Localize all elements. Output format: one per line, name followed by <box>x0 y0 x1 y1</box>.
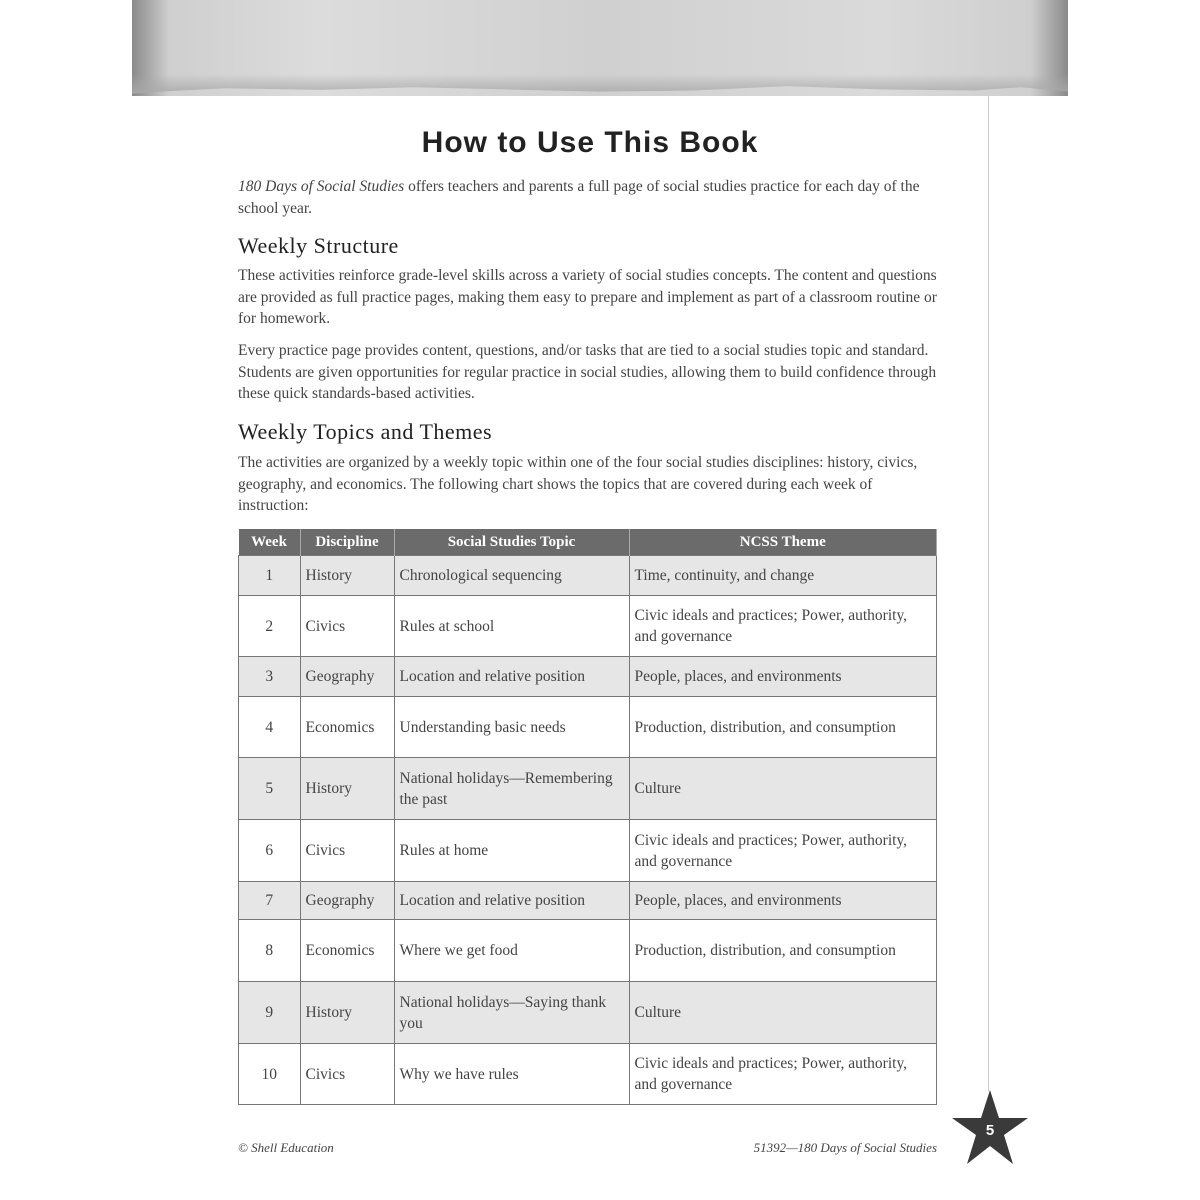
theme-cell: Culture <box>629 982 937 1044</box>
theme-cell: Culture <box>629 758 937 820</box>
week-cell: 3 <box>239 657 301 697</box>
page-title: How to Use This Book <box>421 126 759 159</box>
theme-cell: People, places, and environments <box>629 882 937 920</box>
week-cell: 8 <box>239 920 301 982</box>
theme-cell: Civic ideals and practices; Power, authority, and governance <box>629 596 937 657</box>
discipline-cell: History <box>300 556 394 596</box>
theme-cell: Time, continuity, and change <box>629 556 937 596</box>
week-cell: 4 <box>239 697 301 758</box>
topic-cell: Location and relative position <box>394 657 629 697</box>
topic-cell: Location and relative position <box>394 882 629 920</box>
theme-cell: Production, distribution, and consumption <box>629 920 937 982</box>
topic-cell: Understanding basic needs <box>394 697 629 758</box>
week-cell: 7 <box>239 882 301 920</box>
header-week: Week <box>239 529 301 556</box>
table-row <box>239 657 937 697</box>
paragraph: These activities reinforce grade-level skills across a variety of social studies concepts. The content and questions are provided as full practice pages, making them easy to prepare and implement as part of a classroom routine or for homework. <box>238 267 937 327</box>
footer-book-id: 51392—180 Days of Social Studies <box>753 1140 937 1155</box>
section-heading: Weekly Structure <box>238 233 399 258</box>
theme-cell: Production, distribution, and consumption <box>629 697 937 758</box>
week-cell: 6 <box>239 820 301 882</box>
paragraph: The activities are organized by a weekly topic within one of the four social studies disciplines: history, civics, geography, and economics. The following chart shows the topics that are covered during each week of instruction: <box>238 454 918 514</box>
theme-cell: People, places, and environments <box>629 657 937 697</box>
table-row <box>239 596 937 657</box>
page-number-star <box>950 1088 1030 1168</box>
theme-cell: Civic ideals and practices; Power, authority, and governance <box>629 820 937 882</box>
header-topic: Social Studies Topic <box>394 529 629 556</box>
page-number: 5 <box>985 1122 995 1139</box>
topic-cell: Where we get food <box>394 920 629 982</box>
weekly-topics-table <box>238 529 937 1105</box>
paragraph: Every practice page provides content, questions, and/or tasks that are tied to a social studies topic and standard. Students are given opportunities for regular practice in social studies, allowing them to build confidence through these quick standards-based activities. <box>238 342 937 402</box>
header-theme: NCSS Theme <box>629 529 937 556</box>
topic-cell: Why we have rules <box>394 1044 629 1105</box>
discipline-cell: Geography <box>300 657 394 697</box>
topic-cell: Rules at home <box>394 820 629 882</box>
section-heading: Weekly Topics and Themes <box>238 419 493 444</box>
margin-rule <box>988 96 989 1091</box>
footer-copyright: © Shell Education <box>238 1140 334 1155</box>
intro-text: offers teachers and parents a full page of social studies practice for each day of the school year. <box>238 178 920 217</box>
table-row <box>239 920 937 982</box>
book-title: 180 Days of Social Studies <box>238 178 405 195</box>
table-row <box>239 697 937 758</box>
week-cell: 5 <box>239 758 301 820</box>
table-row <box>239 982 937 1044</box>
topic-cell: Rules at school <box>394 596 629 657</box>
discipline-cell: History <box>300 758 394 820</box>
discipline-cell: Civics <box>300 596 394 657</box>
table-header-row <box>239 529 937 556</box>
header-discipline: Discipline <box>300 529 394 556</box>
star-icon <box>950 1088 1030 1168</box>
torn-paper-banner <box>132 0 1068 96</box>
topic-cell: Chronological sequencing <box>394 556 629 596</box>
theme-cell: Civic ideals and practices; Power, authority, and governance <box>629 1044 937 1105</box>
table-row <box>239 758 937 820</box>
week-cell: 10 <box>239 1044 301 1105</box>
topic-cell: National holidays—Saying thank you <box>394 982 629 1044</box>
discipline-cell: Civics <box>300 1044 394 1105</box>
discipline-cell: History <box>300 982 394 1044</box>
topic-cell: National holidays—Remembering the past <box>394 758 629 820</box>
week-cell: 2 <box>239 596 301 657</box>
table-row <box>239 882 937 920</box>
table-row <box>239 1044 937 1105</box>
discipline-cell: Geography <box>300 882 394 920</box>
table-row <box>239 820 937 882</box>
intro-paragraph <box>238 176 938 219</box>
week-cell: 1 <box>239 556 301 596</box>
discipline-cell: Civics <box>300 820 394 882</box>
week-cell: 9 <box>239 982 301 1044</box>
discipline-cell: Economics <box>300 697 394 758</box>
table-row <box>239 556 937 596</box>
discipline-cell: Economics <box>300 920 394 982</box>
